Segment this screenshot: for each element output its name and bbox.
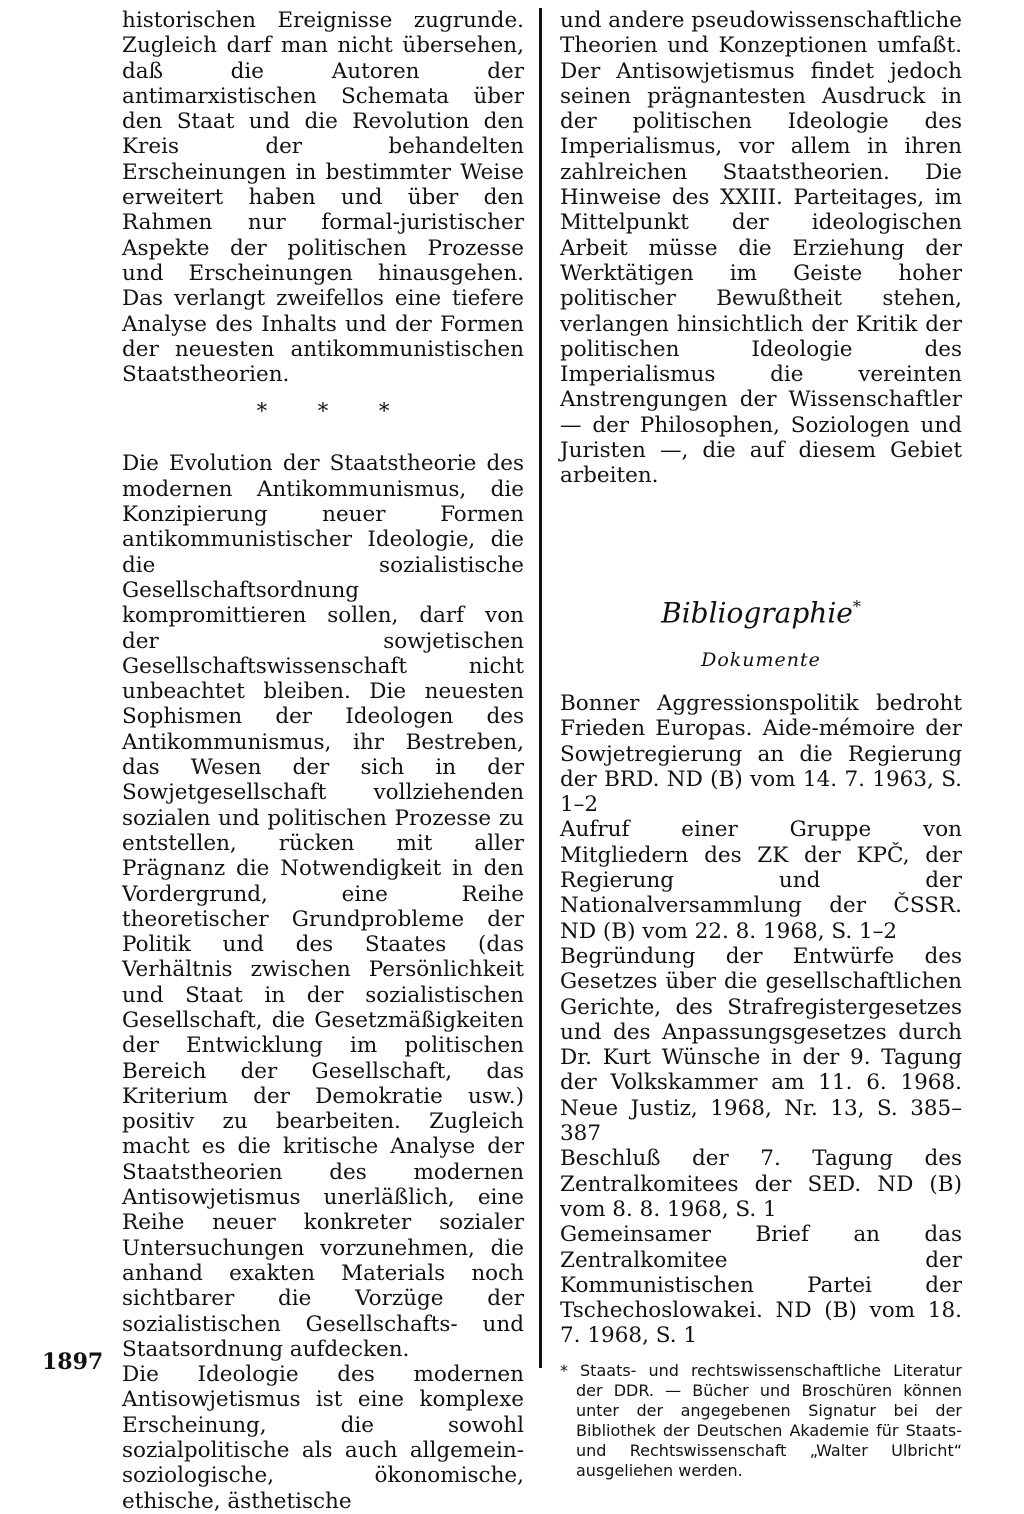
- left-paragraph-3: Die Ideologie des modernen Antisowjetismus ist eine komplexe Erscheinung, die sowohl sozialpolitische als auch allgemein-soziologische, ökonomische, ethische, ästhetische: [122, 1362, 524, 1514]
- right-column: [560, 8, 962, 1481]
- bibliography-entry: Beschluß der 7. Tagung des Zentralkomitees der SED. ND (B) vom 8. 8. 1968, S. 1: [560, 1146, 962, 1222]
- right-paragraph-1: und andere pseudowissenschaftliche Theorien und Konzeptionen umfaßt. Der Antisowjetismus findet jedoch seinen prägnantesten Ausdruck in der politischen Ideologie des Imperialismus, vor allem in ihren zahlreichen Staatstheorien. Die Hinweise des XXIII. Parteitages, im Mittelpunkt der ideologischen Arbeit müsse die Erziehung der Werktätigen im Geiste hoher politischer Bewußtheit stehen, verlangen hinsichtlich der Kritik der politischen Ideologie des Imperialismus die vereinten Anstrengungen der Wissenschaftler — der Philosophen, Soziologen und Juristen —, die auf diesem Gebiet arbeiten.: [560, 8, 962, 489]
- column-divider: [539, 8, 542, 1368]
- bibliography-entry: Gemeinsamer Brief an das Zentralkomitee der Kommunistischen Partei der Tschechoslowakei. ND (B) vom 18. 7. 1968, S. 1: [560, 1222, 962, 1349]
- left-paragraph-1: historischen Ereignisse zugrunde. Zugleich darf man nicht übersehen, daß die Autoren der antimarxistischen Schemata über den Staat und die Revolution den Kreis der behandelten Erscheinungen in bestimmter Weise erweitert haben und über den Rahmen nur formal-juristischer Aspekte der politischen Prozesse und Erscheinungen hinausgehen. Das verlangt zweifellos eine tiefere Analyse des Inhalts und der Formen der neuesten antikommunistischen Staatstheorien.: [122, 8, 524, 388]
- page-number: 1897: [42, 1349, 104, 1375]
- bibliography-heading: [560, 589, 962, 631]
- footnote-mark: *: [852, 596, 861, 616]
- bibliography-heading-text: Bibliographie: [661, 595, 853, 629]
- bibliography-entry: Begründung der Entwürfe des Gesetzes über die gesellschaftlichen Gerichte, des Strafregistergesetzes und des Anpassungsgesetzes durch Dr. Kurt Wünsche in der 9. Tagung der Volkskammer am 11. 6. 1968. Neue Justiz, 1968, Nr. 13, S. 385–387: [560, 943, 962, 1147]
- section-separator: * * *: [256, 399, 412, 424]
- bibliography-entry: Aufruf einer Gruppe von Mitgliedern des ZK der KPČ, der Regierung und der Nationalversammlung der ČSSR. ND (B) vom 22. 8. 1968, S. 1–2: [560, 817, 962, 944]
- left-paragraph-2: Die Evolution der Staatstheorie des modernen Antikommunismus, die Konzipierung neuer Formen antikommunistischer Ideologie, die die sozialistische Gesellschaftsordnung kompromittieren sollen, darf von der sowjetischen Gesellschaftswissenschaft nicht unbeachtet bleiben. Die neuesten Sophismen der Ideologen des Antikommunismus, ihr Bestreben, das Wesen der sich in der Sowjetgesellschaft vollziehenden sozialen und politischen Prozesse zu entstellen, rücken mit aller Prägnanz die Notwendigkeit in den Vordergrund, eine Reihe theoretischer Grundprobleme der Politik und des Staates (das Verhältnis zwischen Persönlichkeit und Staat in der sozialistischen Gesellschaft, die Gesetzmäßigkeiten der Entwicklung im politischen Bereich der Gesellschaft, das Kriterium der Demokratie usw.) positiv zu bearbeiten. Zugleich macht es die kritische Analyse der Staatstheorien des modernen Antisowjetismus unerläßlich, eine Reihe neuer konkreter sozialer Untersuchungen vorzunehmen, die anhand exakten Materials noch sichtbarer die Vorzüge der sozialistischen Gesellschafts- und Staatsordnung aufdecken.: [122, 451, 524, 1362]
- left-column: [122, 8, 524, 1514]
- bibliography-list: [560, 691, 962, 1349]
- documents-subheading: Dokumente: [701, 648, 821, 671]
- footnote: * Staats- und rechtswissenschaftliche Literatur der DDR. — Bücher und Broschüren können unter der angegebenen Signatur bei der Bibliothek der Deutschen Akademie für Staats- und Rechtswissenschaft „Walter Ulbricht“ ausgeliehen werden.: [560, 1360, 962, 1480]
- bibliography-entry: Bonner Aggressionspolitik bedroht Frieden Europas. Aide-mémoire der Sowjetregierung an die Regierung der BRD. ND (B) vom 14. 7. 1963, S. 1–2: [560, 690, 962, 818]
